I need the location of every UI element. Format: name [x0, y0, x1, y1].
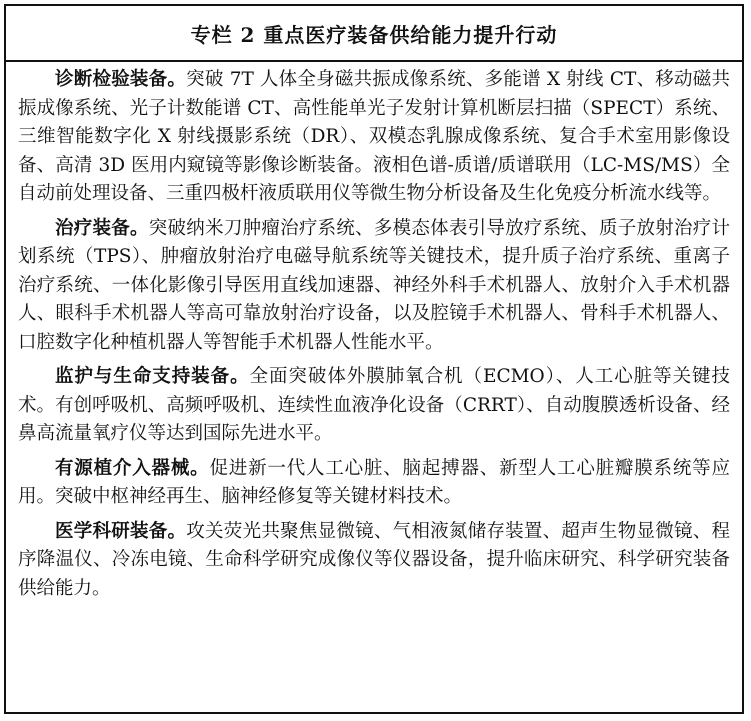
paragraph-lead: 有源植介入器械。 — [55, 457, 210, 479]
paragraph-text: 全面突破体外膜肺氧合机（ECMO）、人工心脏等关键技术。有创呼吸机、高频呼吸机、连续性血液净化设备（CRRT）、自动腹膜透析设备、经鼻高流量氧疗仪等达到国际先进水平。 — [18, 366, 730, 444]
paragraph-text: 突破 7T 人体全身磁共振成像系统、多能谱 X 射线 CT、移动磁共振成像系统、光子计数能谱 CT、高性能单光子发射计算机断层扫描（SPECT）系统、三维智能数字化 X 射线摄影系统（DR）、双模态乳腺成像系统、复合手术室用影像设备、高清 3D 医用内窥镜等影像诊断装备。液相色谱-质谱/质谱联用（LC-MS/MS）全自动前处理设备、三重四极杆液质联用仪等微生物分析设备及生化免疫分析流水线等。 — [18, 69, 730, 204]
paragraph-text: 突破纳米刀肿瘤治疗系统、多模态体表引导放疗系统、质子放射治疗计划系统（TPS）、肿瘤放射治疗电磁导航系统等关键技术，提升质子治疗系统、重离子治疗系统、一体化影像引导医用直线加速器、神经外科手术机器人、放射介入手术机器人、眼科手术机器人等高可靠放射治疗设备，以及腔镜手术机器人、骨科手术机器人、口腔数字化种植机器人等智能手术机器人性能水平。 — [18, 217, 730, 353]
paragraph-lead: 诊断检验装备。 — [55, 69, 187, 90]
paragraph-research — [18, 518, 730, 604]
paragraph-monitoring — [18, 363, 730, 449]
paragraph-lead: 监护与生命支持装备。 — [55, 366, 250, 387]
column-box — [4, 4, 744, 714]
paragraph-treatment — [18, 215, 730, 358]
paragraph-lead: 医学科研装备。 — [55, 520, 187, 542]
paragraph-diagnostic — [18, 66, 730, 209]
paragraph-implant — [18, 455, 730, 512]
column-content — [6, 62, 742, 603]
column-title: 专栏 2 重点医疗装备供给能力提升行动 — [6, 6, 742, 62]
paragraph-lead: 治疗装备。 — [55, 217, 149, 239]
paragraph-text: 促进新一代人工心脏、脑起搏器、新型人工心脏瓣膜系统等应用。突破中枢神经再生、脑神经修复等关键材料技术。 — [18, 457, 730, 507]
paragraph-text: 攻关荧光共聚焦显微镜、气相液氮储存装置、超声生物显微镜、程序降温仪、冷冻电镜、生命科学研究成像仪等仪器设备，提升临床研究、科学研究装备供给能力。 — [18, 520, 730, 599]
